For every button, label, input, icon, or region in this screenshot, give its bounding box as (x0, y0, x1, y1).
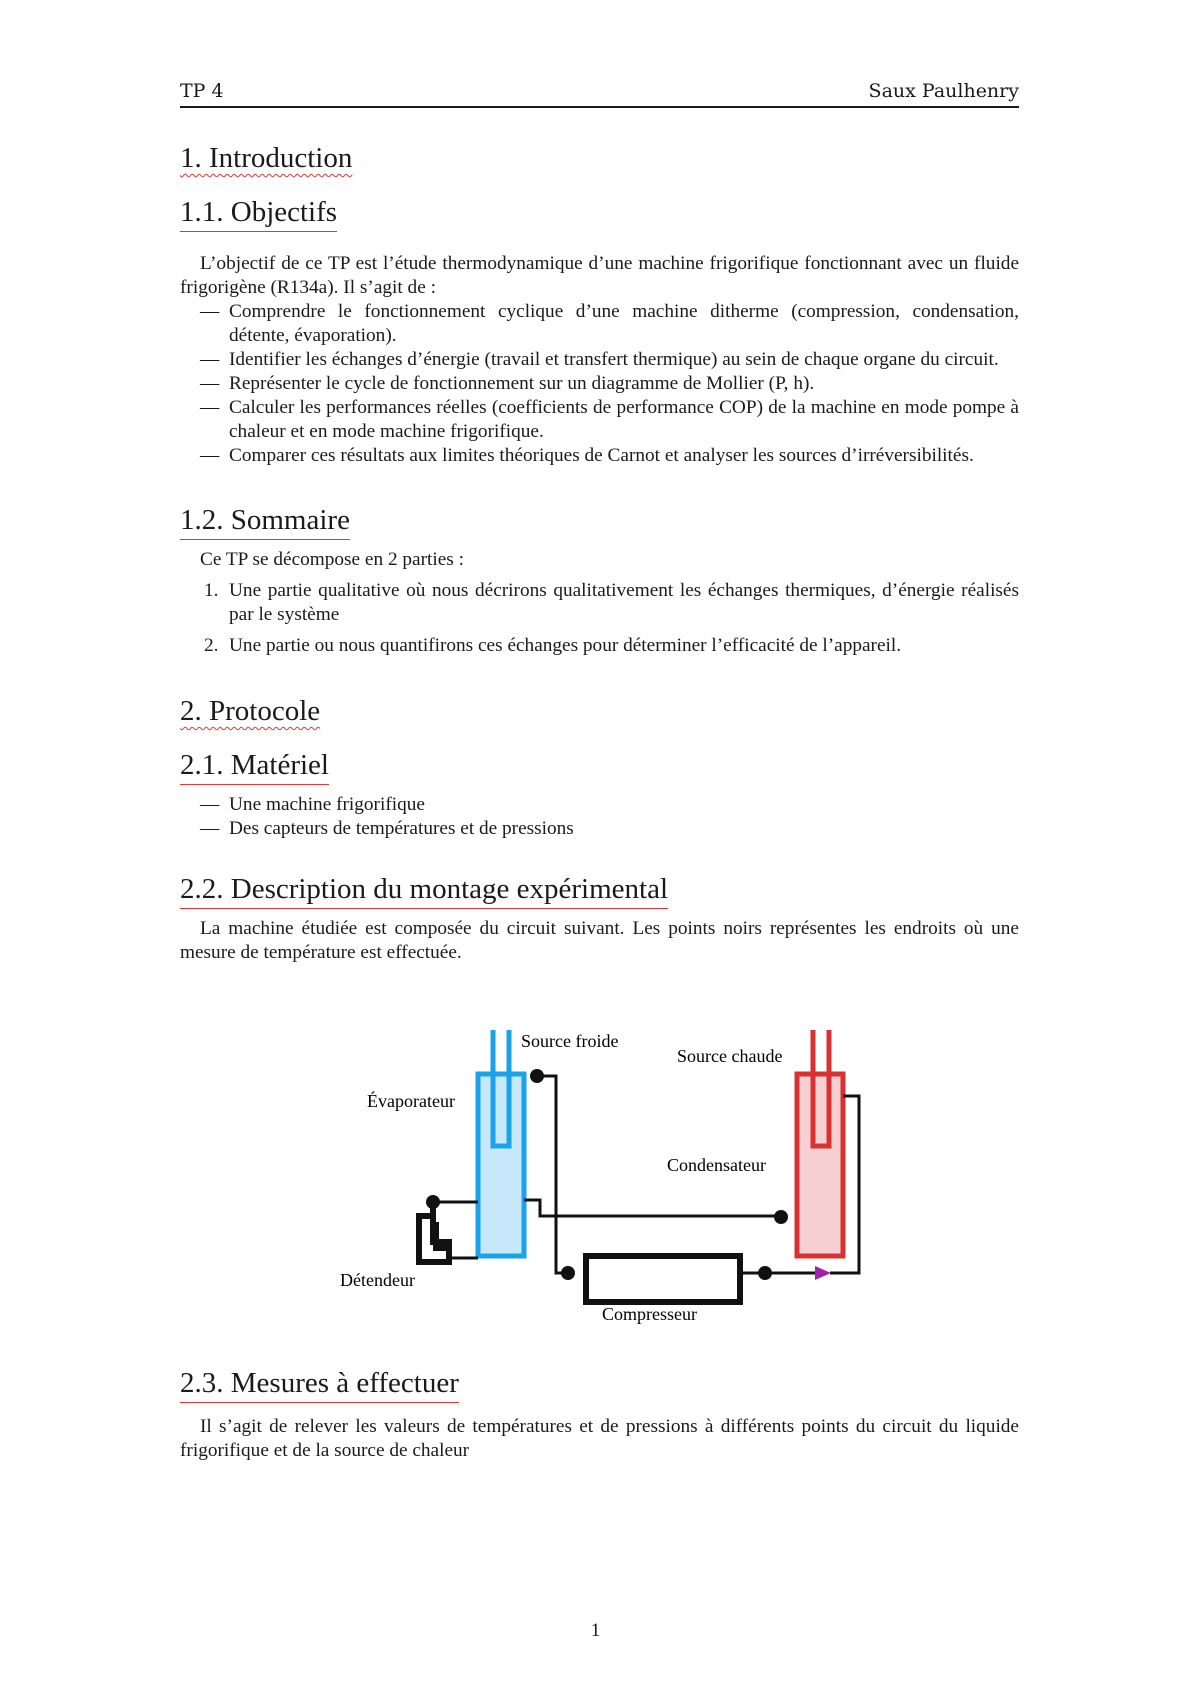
page-number: 1 (590, 1620, 601, 1641)
measurement-point (530, 1069, 544, 1083)
section-2-3 (180, 1365, 1019, 1463)
montage-text: La machine étudiée est composée du circuit suivant. Les points noirs représentes les endroits où une mesure de température est effectuée. (180, 918, 1019, 963)
label-condensateur: Condensateur (667, 1155, 766, 1175)
measurement-point (561, 1266, 575, 1280)
mesures-text: Il s’agit de relever les valeurs de températures et de pressions à différents points du circuit du liquide frigorifique et de la source de chaleur (180, 1416, 1019, 1461)
objectifs-intro: L’objectif de ce TP est l’étude thermodynamique d’une machine frigorifique fonctionnant avec un fluide frigorigène (R134a). Il s’agit de : (180, 253, 1019, 298)
subsection-title-materiel: 2.1. Matériel (180, 747, 329, 785)
list-item: — Calculer les performances réelles (coefficients de performance COP) de la machine en mode pompe à chaleur et en mode machine frigorifique. (229, 396, 1019, 444)
section-title-introduction: 1. Introduction (180, 142, 353, 174)
label-evaporateur: Évaporateur (367, 1091, 455, 1111)
subsection-title-mesures: 2.3. Mesures à effectuer (180, 1365, 459, 1403)
measurement-point (774, 1210, 788, 1224)
subsection-title-sommaire: 1.2. Sommaire (180, 502, 350, 540)
label-detendeur: Détendeur (340, 1270, 415, 1290)
subsection-title-objectifs: 1.1. Objectifs (180, 194, 337, 232)
list-item: — Comprendre le fonctionnement cyclique d’une machine ditherme (compression, condensation, détente, évaporation). (229, 300, 1019, 348)
label-source-chaude: Source chaude (677, 1046, 783, 1066)
list-text: Une partie qualitative où nous décrirons qualitativement les échanges thermiques, d’énergie réalisés par le système (229, 580, 1019, 625)
list-number: 1. (204, 580, 219, 601)
section-title-protocole: 2. Protocole (180, 695, 321, 727)
compressor (586, 1256, 740, 1302)
header-right: Saux Paulhenry (868, 80, 1019, 102)
list-number: 2. (204, 635, 219, 656)
label-compresseur: Compresseur (602, 1304, 697, 1324)
label-source-froide: Source froide (521, 1031, 619, 1051)
flow-arrow (815, 1266, 831, 1280)
list-item: — Des capteurs de températures et de pressions (229, 817, 1019, 841)
list-item: — Comparer ces résultats aux limites théoriques de Carnot et analyser les sources d’irréversibilités. (229, 444, 1019, 468)
sommaire-intro: Ce TP se décompose en 2 parties : (200, 549, 464, 570)
condenser (797, 1074, 843, 1256)
list-item: — Représenter le cycle de fonctionnement sur un diagramme de Mollier (P, h). (229, 372, 1019, 396)
header-left: TP 4 (180, 80, 224, 102)
measurement-point (426, 1195, 440, 1209)
measurement-point (758, 1266, 772, 1280)
list-item: — Une machine frigorifique (229, 793, 1019, 817)
evaporator (478, 1074, 524, 1256)
list-text: Une partie ou nous quantifirons ces échanges pour déterminer l’efficacité de l’appareil. (229, 635, 902, 656)
list-item: — Identifier les échanges d’énergie (travail et transfert thermique) au sein de chaque organe du circuit. (229, 348, 1019, 372)
subsection-title-montage: 2.2. Description du montage expérimental (180, 871, 668, 909)
